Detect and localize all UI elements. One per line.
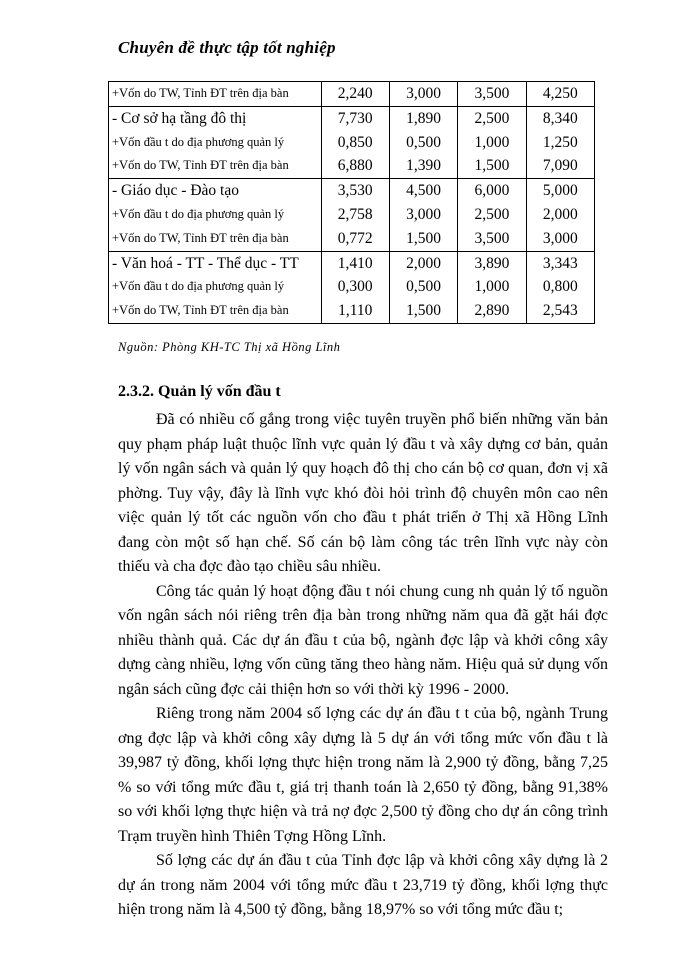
cell-value: 2,000	[406, 254, 442, 272]
paragraph: Đã có nhiều cố gắng trong việc tuyên truyền phổ biến những văn bản quy phạm pháp luật thuộc lĩnh vực quản lý đầu t và xây dựng cơ bản, quản lý vốn ngân sách và quản lý quy hoạch đô thị cho cán bộ cơ quan, đơn vị xã phờng. Tuy vậy, đây là lĩnh vực khó đòi hỏi trình độ chuyên môn cao nên việc quản lý tốt các nguồn vốn cho đầu t phát triển ở Thị xã Hồng Lĩnh đang còn một số hạn chế. Số cán bộ làm công tác trên lĩnh vực này còn thiếu và cha đợc đào tạo chiều sâu nhiều.	[118, 411, 608, 575]
section-title: 2.3.2. Quản lý vốn đầu t	[118, 383, 281, 400]
value-cell	[458, 82, 526, 107]
table-row-group	[109, 251, 595, 323]
row-label: - Cơ sở hạ tầng đô thị	[112, 109, 247, 127]
row-label: +Vốn do TW, Tỉnh ĐT trên địa bàn	[112, 303, 289, 318]
value-cell	[458, 179, 526, 251]
cell-value: 1,390	[406, 157, 442, 175]
cell-value: 7,090	[542, 157, 578, 175]
page-header: Chuyên đề thực tập tốt nghiệp	[118, 38, 336, 57]
row-label: +Vốn do TW, Tỉnh ĐT trên địa bàn	[112, 158, 289, 173]
cell-value: 8,340	[542, 109, 578, 127]
cell-value: 4,250	[542, 85, 578, 102]
cell-value: 0,500	[406, 278, 442, 296]
value-cell	[389, 179, 457, 251]
value-cell	[458, 251, 526, 323]
row-label: - Giáo dục - Đào tạo	[112, 182, 239, 200]
cell-value: 3,000	[406, 85, 442, 102]
row-label: +Vốn đầu t do địa phương quản lý	[112, 134, 285, 149]
row-label-cell	[109, 82, 322, 107]
value-cell	[526, 251, 594, 323]
cell-value: 1,000	[474, 278, 510, 296]
value-cell	[321, 82, 389, 107]
investment-table	[108, 81, 595, 324]
value-cell	[321, 251, 389, 323]
cell-value: 2,500	[474, 109, 510, 127]
cell-value: 3,500	[474, 85, 510, 102]
cell-value: 1,890	[406, 109, 442, 127]
cell-value: 1,500	[406, 302, 442, 320]
row-label-cell	[109, 251, 322, 323]
cell-value: 0,300	[337, 278, 373, 296]
cell-value: 1,500	[406, 229, 442, 247]
cell-value: 2,000	[542, 205, 578, 223]
cell-value: 2,543	[542, 302, 578, 320]
paragraph: Số lợng các dự án đầu t của Tỉnh đợc lập và khởi công xây dựng là 2 dự án trong năm 2004 với tổng mức đầu t 23,719 tỷ đồng, khối lợng thực hiện trong năm là 4,500 tỷ đồng, bằng 18,97% so với tổng mức đầu t;	[118, 852, 608, 918]
cell-value: 1,410	[337, 254, 373, 272]
row-label: +Vốn đầu t do địa phương quản lý	[112, 279, 285, 294]
cell-value: 0,500	[406, 133, 442, 151]
cell-value: 2,758	[337, 205, 373, 223]
paragraph: Riêng trong năm 2004 số lợng các dự án đầu t t của bộ, ngành Trung ơng đợc lập và khởi công xây dựng là 5 dự án với tổng mức vốn đầu t là 39,987 tỷ đồng, khối lợng thực hiện trong năm là 2,900 tỷ đồng, bằng 7,25 % so với tổng mức đầu t, giá trị thanh toán là 2,650 tỷ đồng, bằng 91,38% so với khối lợng thực hiện và trả nợ đợc 2,500 tỷ đồng cho dự án công trình Trạm truyền hình Thiên Tợng Hồng Lĩnh.	[118, 705, 608, 845]
cell-value: 3,890	[474, 254, 510, 272]
value-cell	[321, 106, 389, 178]
cell-value: 3,000	[542, 229, 578, 247]
value-cell	[321, 179, 389, 251]
cell-value: 0,800	[542, 278, 578, 296]
cell-value: 6,880	[337, 157, 373, 175]
row-label: - Văn hoá - TT - Thể dục - TT	[112, 254, 299, 272]
cell-value: 2,890	[474, 302, 510, 320]
cell-value: 6,000	[474, 182, 510, 200]
value-cell	[526, 82, 594, 107]
cell-value: 3,500	[474, 229, 510, 247]
paragraph: Công tác quản lý hoạt động đầu t nói chung cung nh quản lý tố nguồn vốn ngân sách nói riêng trên địa bàn trong những năm qua đã gặt hái đợc nhiều thành quả. Các dự án đầu t của bộ, ngành đợc lập và khởi công xây dựng càng nhiều, lợng vốn cũng tăng theo hàng năm. Hiệu quả sử dụng vốn ngân sách cũng đợc cải thiện hơn so với thời kỳ 1996 - 2000.	[118, 582, 608, 698]
row-label-cell	[109, 106, 322, 178]
value-cell	[389, 251, 457, 323]
value-cell	[526, 106, 594, 178]
value-cell	[389, 82, 457, 107]
row-label: +Vốn do TW, Tỉnh ĐT trên địa bàn	[112, 86, 289, 100]
cell-value: 0,772	[337, 229, 373, 247]
value-cell	[389, 106, 457, 178]
cell-value: 1,500	[474, 157, 510, 175]
table-row-group	[109, 82, 595, 107]
value-cell	[526, 179, 594, 251]
table-row-group	[109, 106, 595, 178]
cell-value: 0,850	[337, 133, 373, 151]
cell-value: 5,000	[542, 182, 578, 200]
cell-value: 3,343	[542, 254, 578, 272]
cell-value: 2,240	[337, 85, 373, 102]
value-cell	[458, 106, 526, 178]
row-label: +Vốn đầu t do địa phương quản lý	[112, 206, 285, 221]
cell-value: 1,110	[338, 302, 373, 320]
row-label-cell	[109, 179, 322, 251]
body-text	[118, 408, 608, 923]
table-source: Nguồn: Phòng KH-TC Thị xã Hồng Lĩnh	[118, 340, 341, 354]
cell-value: 2,500	[474, 205, 510, 223]
table-row-group	[109, 179, 595, 251]
cell-value: 1,000	[474, 133, 510, 151]
cell-value: 4,500	[406, 182, 442, 200]
cell-value: 3,000	[406, 205, 442, 223]
row-label: +Vốn do TW, Tỉnh ĐT trên địa bàn	[112, 230, 289, 245]
cell-value: 3,530	[337, 182, 373, 200]
cell-value: 7,730	[337, 109, 373, 127]
cell-value: 1,250	[542, 133, 578, 151]
